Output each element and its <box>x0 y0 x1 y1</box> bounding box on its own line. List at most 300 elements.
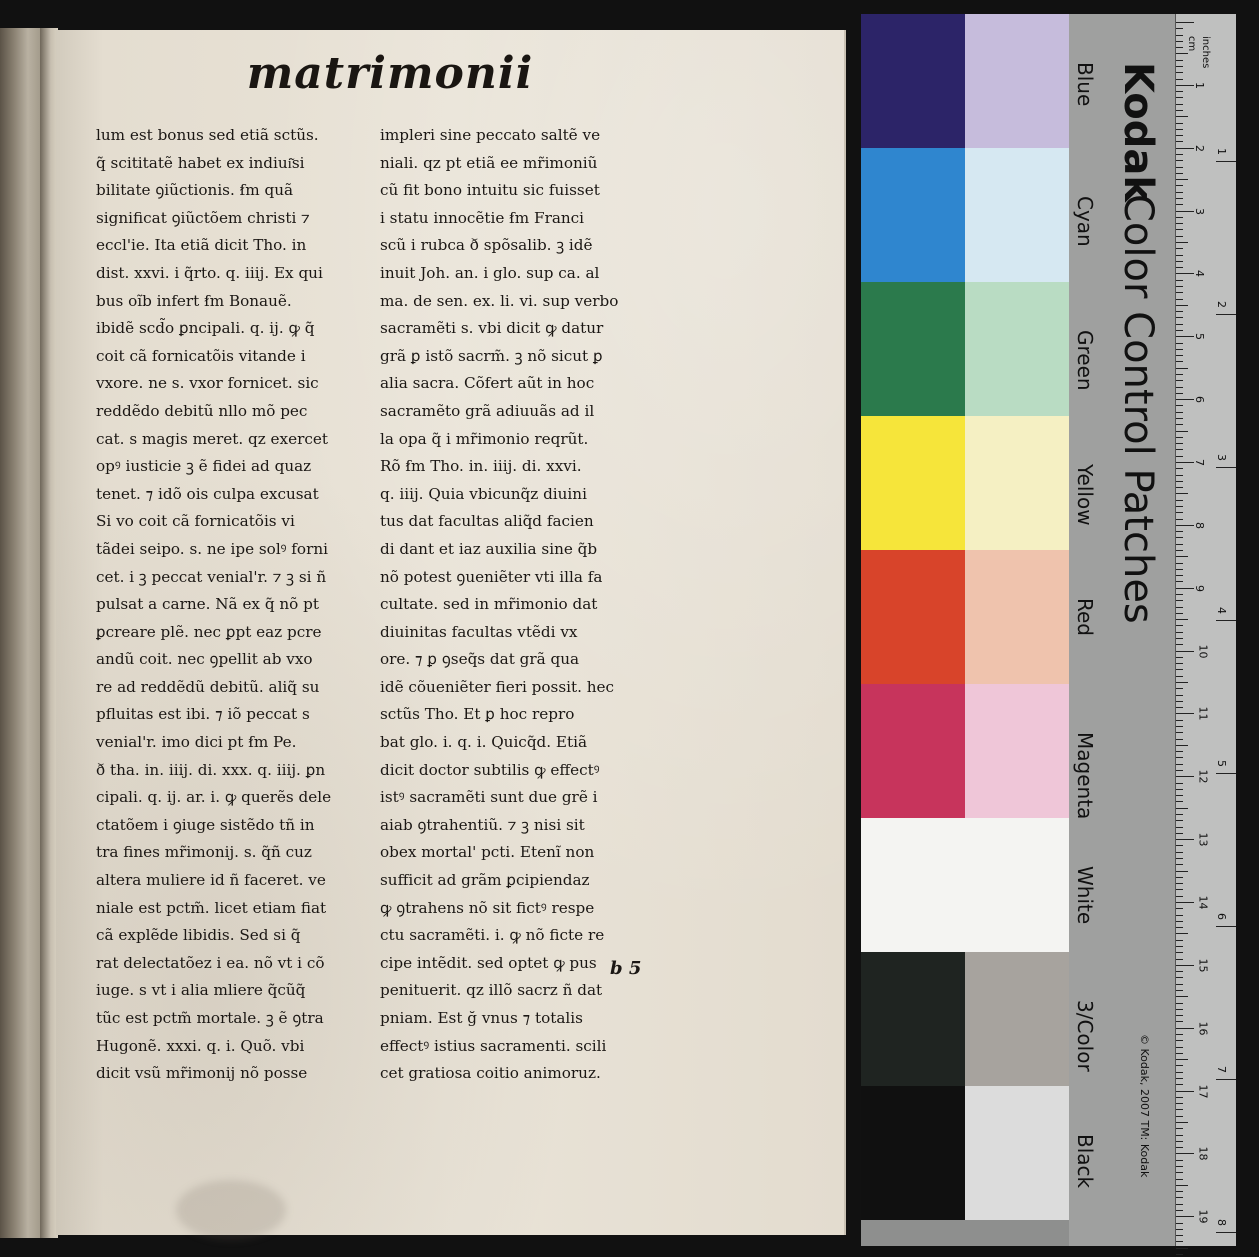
text-line: niali. qz pt etiã ee mr̃imoniũ <box>380 153 598 172</box>
ruler-tick <box>1176 343 1183 344</box>
inch-mark: 6 <box>1215 913 1228 921</box>
text-line: niale est pctm̃. licet etiam fiat <box>96 898 327 917</box>
ruler-tick <box>1176 688 1183 689</box>
ruler-tick <box>1176 1204 1183 1205</box>
ruler-tick <box>1176 104 1183 105</box>
ruler-tick <box>1176 808 1188 809</box>
text-line: istꝰ sacramẽti sunt due grẽ i <box>380 788 598 807</box>
text-line: ibidẽ scd̃o ꝑncipali. q. ij. ꝙ q̃ <box>96 319 315 338</box>
ruler-tick <box>1176 141 1183 142</box>
color-patch-dark <box>861 416 965 550</box>
patch-label: Cyan <box>1073 196 1097 247</box>
text-line: venial'r. imo dici pt ẜm Pe. <box>96 733 297 752</box>
ruler-tick <box>1176 1166 1183 1167</box>
ruler-tick <box>1176 525 1194 526</box>
ruler-tick <box>1176 324 1183 325</box>
text-line: sufficit ad grãm ꝑcipiendaz <box>380 871 590 890</box>
color-patch-light <box>965 14 1069 148</box>
ruler-tick <box>1176 789 1183 790</box>
ruler-tick <box>1176 349 1183 350</box>
ruler-tick <box>1176 305 1188 306</box>
ruler-tick <box>1176 468 1183 469</box>
ruler-tick <box>1176 682 1188 683</box>
signature-mark: b 5 <box>610 958 642 979</box>
ruler-tick <box>1176 116 1188 117</box>
ruler-tick <box>1176 443 1183 444</box>
ruler-tick <box>1176 280 1183 281</box>
color-patch-dark <box>861 818 965 952</box>
ruler-tick <box>1176 223 1183 224</box>
text-line: i statu innocẽtie ẜm Franci <box>380 208 585 227</box>
inch-mark: 8 <box>1215 1219 1228 1227</box>
ruler-tick <box>1176 556 1188 557</box>
text-line: cat. s magis meret. qz exercet <box>96 429 328 448</box>
ruler-tick <box>1176 1216 1194 1217</box>
text-line: vxore. ne s. vxor fornicet. sic <box>96 374 319 393</box>
ruler-tick <box>1176 1047 1183 1048</box>
ruler-tick <box>1176 883 1183 884</box>
text-line: altera muliere id ñ faceret. ve <box>96 871 326 890</box>
ruler-tick <box>1176 1122 1188 1123</box>
text-line: Hugonẽ. xxxi. q. i. Quõ. vbi <box>96 1036 305 1055</box>
ruler-tick <box>1176 405 1183 406</box>
facing-page-edge <box>0 28 40 1238</box>
ruler-tick <box>1176 927 1183 928</box>
ruler-tick <box>1176 965 1194 966</box>
ruler-tick <box>1176 500 1183 501</box>
text-line: cã explẽde libidis. Sed si q̃ <box>96 926 301 945</box>
ruler-tick <box>1176 1109 1183 1110</box>
ruler-tick <box>1176 864 1183 865</box>
ruler-tick <box>1176 676 1183 677</box>
ruler-tick <box>1176 726 1183 727</box>
patch-label: Yellow <box>1073 464 1097 526</box>
color-patch-light <box>965 684 1069 818</box>
ruler-tick <box>1176 707 1183 708</box>
ruler-tick <box>1176 757 1183 758</box>
text-line: cet. i ꝫ peccat venial'r. ⁊ ꝫ si ñ <box>96 567 327 586</box>
ruler-tick <box>1176 286 1183 287</box>
ruler-tick <box>1176 845 1183 846</box>
text-line: di dant et iaz auxilia sine q̃b <box>380 539 598 558</box>
ruler-tick <box>1176 625 1183 626</box>
inch-tick <box>1216 1079 1236 1080</box>
ruler-tick <box>1176 368 1188 369</box>
ruler-tick <box>1176 292 1183 293</box>
ruler-tick <box>1176 380 1183 381</box>
ruler-tick <box>1176 123 1183 124</box>
ruler-tick <box>1176 431 1188 432</box>
ruler-tick <box>1176 311 1183 312</box>
ruler-tick <box>1176 361 1183 362</box>
text-line: re ad reddẽdũ debitũ. aliq̃ su <box>96 677 320 696</box>
ruler-tick <box>1176 607 1183 608</box>
inch-mark: 2 <box>1215 301 1228 309</box>
cm-mark: 18 <box>1196 1146 1210 1161</box>
ruler-tick <box>1176 60 1183 61</box>
cm-mark: 11 <box>1196 706 1210 721</box>
color-patch-dark <box>861 1086 965 1220</box>
ruler-tick <box>1176 242 1188 243</box>
ruler-tick <box>1176 1229 1183 1230</box>
text-line: dist. xxvi. i q̃rto. q. iiij. Ex qui <box>96 263 323 282</box>
ruler-tick <box>1176 1185 1188 1186</box>
inch-mark: 7 <box>1215 1066 1228 1074</box>
cm-mark: 9 <box>1193 584 1206 592</box>
ruler-tick <box>1176 72 1183 73</box>
ruler-tick <box>1176 1197 1183 1198</box>
ruler-tick <box>1176 1223 1183 1224</box>
ruler-tick <box>1176 35 1183 36</box>
inch-tick <box>1216 161 1236 162</box>
cm-mark: 5 <box>1193 333 1206 341</box>
ruler-tick <box>1176 198 1183 199</box>
patch-label: Green <box>1073 330 1097 391</box>
ruler-tick <box>1176 663 1183 664</box>
patch-label: Red <box>1073 598 1097 636</box>
ruler-tick <box>1176 651 1194 652</box>
ruler-tick <box>1176 644 1183 645</box>
ruler-tick <box>1176 1160 1183 1161</box>
ruler-tick <box>1176 1072 1183 1073</box>
text-line: penituerit. qz illõ sacrz ñ dat <box>380 981 603 1000</box>
cm-mark: 15 <box>1196 958 1210 973</box>
ruler-tick <box>1176 217 1183 218</box>
color-patch-dark <box>861 148 965 282</box>
text-line: Si vo coit cã fornicatõis vi <box>96 512 295 531</box>
cm-mark: 16 <box>1196 1021 1210 1036</box>
ruler-tick <box>1176 977 1183 978</box>
ruler-tick <box>1176 613 1183 614</box>
text-line: bus oĩb infert ẜm Bonauẽ. <box>96 291 292 310</box>
ruler-tick <box>1176 839 1194 840</box>
ruler-tick <box>1176 148 1194 149</box>
ruler-tick <box>1176 85 1194 86</box>
text-line: aiab ꝯtrahentiũ. ⁊ ꝫ nisi sit <box>380 815 585 834</box>
ruler-tick <box>1176 820 1183 821</box>
target-title: Color Control Patches <box>1115 194 1161 624</box>
ruler-tick <box>1176 424 1183 425</box>
ruler-tick <box>1176 575 1183 576</box>
text-line: diuinitas facultas vtẽdi vx <box>380 622 578 641</box>
ruler-tick <box>1176 449 1183 450</box>
text-column-left <box>96 122 358 1088</box>
ruler-tick <box>1176 770 1183 771</box>
ruler-tick <box>1176 47 1183 48</box>
text-line: coit cã fornicatõis vitande i <box>96 346 306 365</box>
ruler-tick <box>1176 456 1183 457</box>
ruler-tick <box>1176 22 1194 23</box>
text-line: sacramẽto grã adiuuãs ad il <box>380 401 595 420</box>
patch-label: Blue <box>1073 62 1097 107</box>
cm-mark: 4 <box>1193 270 1206 278</box>
ruler-tick <box>1176 437 1183 438</box>
kodak-color-target <box>861 14 1235 1246</box>
ruler-tick <box>1176 946 1183 947</box>
ruler-tick <box>1176 387 1183 388</box>
ruler-tick <box>1176 1084 1183 1085</box>
ruler-tick <box>1176 877 1183 878</box>
ruler-tick <box>1176 544 1183 545</box>
cm-mark: 13 <box>1196 832 1210 847</box>
color-patch-light <box>965 818 1069 952</box>
page-stain <box>176 1180 286 1240</box>
ruler-tick <box>1176 902 1194 903</box>
ruler-tick <box>1176 713 1194 714</box>
ruler-tick <box>1176 1097 1183 1098</box>
text-line: nõ potest ꝯueniẽter vti illa fa <box>380 567 603 586</box>
text-line: tãdei seipo. s. ne ipe solꝰ forni <box>96 539 328 558</box>
text-line: Rõ ẜm Tho. in. iiij. di. xxvi. <box>380 457 582 476</box>
ruler-tick <box>1176 1028 1194 1029</box>
ruler-tick <box>1176 751 1183 752</box>
ruler-tick <box>1176 563 1183 564</box>
ruler-tick <box>1176 1254 1183 1255</box>
ruler-tick <box>1176 1103 1183 1104</box>
color-patch-light <box>965 1086 1069 1220</box>
patch-label: Black <box>1073 1134 1097 1189</box>
text-line: pfluitas est ibi. ⁊ iõ peccat s <box>96 705 310 724</box>
ruler-tick <box>1176 299 1183 300</box>
ruler-tick <box>1176 1040 1183 1041</box>
ruler-tick <box>1176 984 1183 985</box>
inch-mark: 1 <box>1215 148 1228 156</box>
color-patch-dark <box>861 550 965 684</box>
ruler-tick <box>1176 915 1183 916</box>
inch-mark: 4 <box>1215 607 1228 615</box>
ruler-tick <box>1176 462 1194 463</box>
ruler-tick <box>1176 732 1183 733</box>
ruler-tick <box>1176 1065 1183 1066</box>
ruler-tick <box>1176 783 1183 784</box>
cm-mark: 7 <box>1193 459 1206 466</box>
cm-mark: 6 <box>1193 396 1206 404</box>
ruler-tick <box>1176 833 1183 834</box>
text-line: ð tha. in. iiij. di. xxx. q. iiij. ꝑn <box>96 760 326 779</box>
text-line: eccl'ie. Ita etiã dicit Tho. in <box>96 236 307 255</box>
text-line: sacramẽti s. vbi dicit ꝙ datur <box>380 319 604 338</box>
ruler-tick <box>1176 764 1183 765</box>
ruler-tick <box>1176 1135 1183 1136</box>
ruler-tick <box>1176 79 1183 80</box>
cm-mark: 17 <box>1196 1084 1210 1099</box>
ruler-tick <box>1176 1078 1183 1079</box>
ruler-tick <box>1176 1015 1183 1016</box>
inch-tick <box>1216 314 1236 315</box>
text-line: tra fines mr̃imonij. s. q̃ñ cuz <box>96 843 312 862</box>
ruler-tick <box>1176 996 1188 997</box>
ruler-tick <box>1176 827 1183 828</box>
text-line: idẽ cõueniẽter fieri possit. hec <box>380 677 615 696</box>
ruler-tick <box>1176 600 1183 601</box>
ruler-tick <box>1176 204 1183 205</box>
ruler-tick <box>1176 393 1183 394</box>
ruler-tick <box>1176 550 1183 551</box>
text-line: cipe intẽdit. sed optet ꝙ pus <box>380 953 597 972</box>
ruler-tick <box>1176 638 1183 639</box>
ruler-tick <box>1176 1241 1183 1242</box>
ruler-tick <box>1176 745 1188 746</box>
ruler-tick <box>1176 921 1183 922</box>
ruler-tick <box>1176 317 1183 318</box>
ruler-unit-cm: cm <box>1186 36 1197 52</box>
ruler-tick <box>1176 581 1183 582</box>
text-line: reddẽdo debitũ nllo mõ pec <box>96 401 308 420</box>
inch-tick <box>1216 620 1236 621</box>
ruler-tick <box>1176 475 1183 476</box>
ruler-tick <box>1176 154 1183 155</box>
ruler-tick <box>1176 632 1183 633</box>
ruler-tick <box>1176 248 1183 249</box>
color-patch-dark <box>861 952 965 1086</box>
inch-tick <box>1216 773 1236 774</box>
text-line: ma. de sen. ex. li. vi. sup verbo <box>380 291 619 310</box>
text-line: effectꝰ istius sacramenti. scili <box>380 1036 607 1055</box>
ruler-tick <box>1176 481 1183 482</box>
text-line: inuit Joh. an. i glo. sup ca. al <box>380 263 600 282</box>
ruler-tick <box>1176 261 1183 262</box>
text-line: cipali. q. ij. ar. i. ꝙ querẽs dele <box>96 788 332 807</box>
inch-mark: 3 <box>1215 454 1228 462</box>
ruler-tick <box>1176 236 1183 237</box>
ruler-tick <box>1176 519 1183 520</box>
inch-mark: 5 <box>1215 760 1228 768</box>
color-patch-dark <box>861 684 965 818</box>
text-line: bilitate ꝯiũctionis. ẜm quã <box>96 181 294 200</box>
color-patch-light <box>965 550 1069 684</box>
ruler-tick <box>1176 173 1183 174</box>
ruler-tick <box>1176 41 1183 42</box>
ruler-tick <box>1176 952 1183 953</box>
ruler-tick <box>1176 255 1183 256</box>
ruler-tick <box>1176 97 1183 98</box>
ruler-tick <box>1176 776 1194 777</box>
ruler-tick <box>1176 1009 1183 1010</box>
text-line: ꝙ ꝯtrahens nõ sit fictꝰ respe <box>380 898 595 917</box>
text-line: cũ fit bono intuitu sic fuisset <box>380 181 600 200</box>
ruler-tick <box>1176 1179 1183 1180</box>
ruler-tick <box>1176 493 1188 494</box>
ruler-tick <box>1176 933 1188 934</box>
ruler-tick <box>1176 412 1183 413</box>
ruler-tick <box>1176 594 1183 595</box>
cm-mark: 3 <box>1193 207 1206 215</box>
text-line: q̃ scititatẽ habet ex indiui͂si <box>96 153 305 172</box>
text-line: cultate. sed in mr̃imonio dat <box>380 595 598 614</box>
kodak-brand-text: Kodak <box>1115 62 1161 202</box>
text-line: q. iiij. Quia vbicunq̃z diuini <box>380 484 587 503</box>
text-line: grã ꝑ istõ sacrm̃. ꝫ nõ sicut ꝑ <box>380 346 603 365</box>
ruler-tick <box>1176 1059 1188 1060</box>
text-line: iuge. s vt i alia mliere q̃cũq̃ <box>96 981 306 1000</box>
color-patch-light <box>965 148 1069 282</box>
ruler-tick <box>1176 531 1183 532</box>
text-line: alia sacra. Cõfert aũt in hoc <box>380 374 595 393</box>
measurement-ruler <box>1175 14 1236 1246</box>
text-line: ctatõem i ꝯiuge sistẽdo tñ in <box>96 815 315 834</box>
ruler-tick <box>1176 858 1183 859</box>
color-patch-light <box>965 416 1069 550</box>
ruler-tick <box>1176 506 1183 507</box>
text-line: dicit vsũ mr̃imonij nõ posse <box>96 1064 308 1083</box>
ruler-tick <box>1176 129 1183 130</box>
ruler-tick <box>1176 959 1183 960</box>
ruler-tick <box>1176 1116 1183 1117</box>
ruler-tick <box>1176 814 1183 815</box>
cm-mark: 2 <box>1193 144 1206 152</box>
ruler-tick <box>1176 1248 1188 1249</box>
ruler-tick <box>1176 53 1188 54</box>
color-patch-dark <box>861 14 965 148</box>
text-line: tenet. ⁊ idõ ois culpa excusat <box>96 484 319 503</box>
ruler-tick <box>1176 185 1183 186</box>
copyright-text: © Kodak, 2007 TM: Kodak <box>1138 1034 1151 1178</box>
ruler-tick <box>1176 1191 1183 1192</box>
text-column-right <box>380 122 642 1088</box>
text-line: obex mortal' pcti. Etenĩ non <box>380 843 595 862</box>
text-line: ꝑcreare plẽ. nec ꝑpt eaz pcre <box>96 622 322 641</box>
ruler-tick <box>1176 852 1183 853</box>
ruler-tick <box>1176 1210 1183 1211</box>
ruler-tick <box>1176 619 1188 620</box>
text-line: significat ꝯiũctõem christi ⁊ <box>96 208 310 227</box>
ruler-tick <box>1176 179 1188 180</box>
patch-label: White <box>1073 866 1097 925</box>
patch-label: 3/Color <box>1073 1000 1097 1072</box>
cm-mark: 1 <box>1193 81 1206 89</box>
ruler-tick <box>1176 273 1194 274</box>
ruler-tick <box>1176 160 1183 161</box>
text-line: dicit doctor subtilis ꝙ effectꝰ <box>380 760 600 779</box>
ruler-tick <box>1176 192 1183 193</box>
ruler-tick <box>1176 211 1194 212</box>
ruler-unit-inches: inches <box>1200 36 1211 69</box>
text-line: tus dat facultas aliq̃d facien <box>380 512 594 531</box>
ruler-tick <box>1176 355 1183 356</box>
ruler-tick <box>1176 896 1183 897</box>
text-line: scũ i rubca ð spõsalib. ꝫ idẽ <box>380 236 593 255</box>
ruler-tick <box>1176 1147 1183 1148</box>
ruler-tick <box>1176 720 1183 721</box>
ruler-tick <box>1176 1128 1183 1129</box>
ruler-tick <box>1176 1021 1183 1022</box>
color-patch-light <box>965 952 1069 1086</box>
ruler-tick <box>1176 657 1183 658</box>
ruler-tick <box>1176 399 1194 400</box>
color-patch-dark <box>861 282 965 416</box>
ruler-tick <box>1176 795 1183 796</box>
ruler-tick <box>1176 801 1183 802</box>
ruler-tick <box>1176 267 1183 268</box>
ruler-tick <box>1176 669 1183 670</box>
text-line: opꝰ iusticie ꝫ ẽ fidei ad quaz <box>96 457 312 476</box>
inch-tick <box>1216 467 1236 468</box>
ruler-tick <box>1176 135 1183 136</box>
ruler-tick <box>1176 588 1194 589</box>
dark-patch-column <box>861 14 965 1220</box>
ruler-tick <box>1176 512 1183 513</box>
ruler-tick <box>1176 91 1183 92</box>
ruler-tick <box>1176 569 1183 570</box>
running-head: matrimonii <box>246 48 534 99</box>
text-line: la opa q̃ i mr̃imonio reqrũt. <box>380 429 589 448</box>
text-line: pulsat a carne. Nã ex q̃ nõ pt <box>96 595 319 614</box>
text-line: rat delectatõez i ea. nõ vt i cõ <box>96 953 325 972</box>
text-line: ctu sacramẽti. i. ꝙ nõ ficte re <box>380 926 605 945</box>
cm-mark: 8 <box>1193 521 1206 529</box>
cm-mark: 12 <box>1196 769 1210 784</box>
text-line: ore. ⁊ ꝑ ꝯseq̃s dat grã qua <box>380 650 580 669</box>
